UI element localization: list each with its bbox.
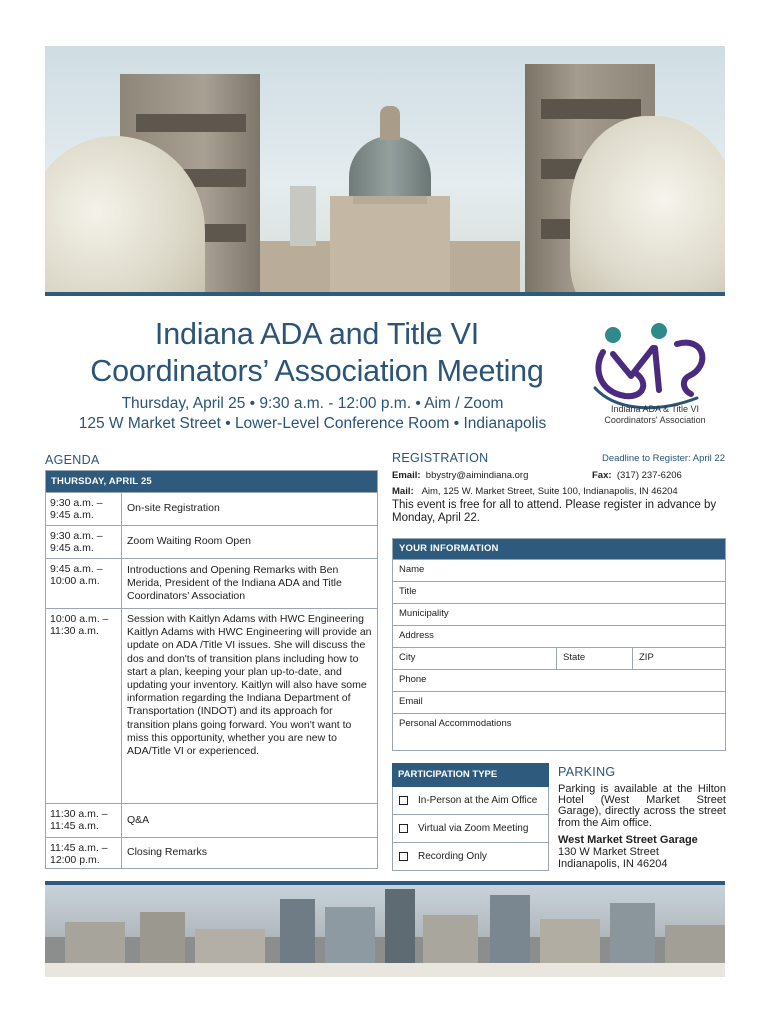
address-field[interactable]: Address [393,625,725,647]
parking-description: Parking is available at the Hilton Hotel (West Market Street Garage), directly across the street from the Aim office. [558,783,726,829]
registration-fax: Fax: (317) 237-6206 [592,470,682,481]
agenda-row [46,803,377,837]
agenda-time: 9:30 a.m. – 9:45 a.m. [46,526,122,558]
phone-field[interactable]: Phone [393,669,725,691]
garage-name: West Market Street Garage [558,834,698,846]
your-information-heading: YOUR INFORMATION [393,539,725,559]
participation-type [392,763,549,871]
event-address: 125 W Market Street • Lower-Level Conference Room • Indianapolis [78,415,547,432]
logo-head-teal-icon [605,327,621,343]
hero-photo-capitol [45,46,725,296]
agenda-description: Kaitlyn Adams with HWC Engineering will provide an update on ADA /Title VI issues. She will discuss the dos and don'ts of transition plans including how to start a plan, keeping your plan up-to-date, and updating your inventory. Kaitlyn will also have some information regarding the Indiana Department of Transportation (INDOT) and its approach for transition plans going forward. You won't want to miss this opportunity, whether you are new to ADA/Title VI or experienced. [127,626,372,758]
city-field[interactable]: City [393,648,557,669]
agenda-row [46,837,377,868]
agenda-time: 11:45 a.m. – 12:00 p.m. [46,838,122,868]
agenda-day: THURSDAY, APRIL 25 [46,471,377,492]
agenda-row [46,558,377,608]
registration-deadline: Deadline to Register: April 22 [601,453,725,464]
logo-caption: Indiana ADA & Title VI Coordinators' Association [604,404,706,425]
title-line-1: Indiana ADA and Title VI [154,317,480,351]
agenda-heading: AGENDA [45,453,100,467]
parking-heading: PARKING [558,765,616,779]
agenda-time: 9:30 a.m. – 9:45 a.m. [46,493,122,525]
your-information-form [392,538,726,751]
zip-field[interactable]: ZIP [639,652,654,663]
email-field[interactable]: Email [393,691,725,713]
agenda-title: On-site Registration [127,502,220,515]
agenda-title: Q&A [127,813,150,826]
agenda-row [46,608,377,803]
agenda-time: 11:30 a.m. – 11:45 a.m. [46,804,122,837]
accommodations-field[interactable]: Personal Accommodations [393,713,725,750]
registration-email: Email: bbystry@aimindiana.org [392,470,529,481]
registration-mail: Mail: Aim, 125 W. Market Street, Suite 100, Indianapolis, IN 46204 [392,486,678,497]
title-field[interactable]: Title [393,581,725,603]
agenda-title: Session with Kaitlyn Adams with HWC Engineering [127,613,364,625]
logo-head-teal-icon [651,323,667,339]
garage-street: 130 W Market Street [558,846,659,858]
agenda-time: 9:45 a.m. – 10:00 a.m. [46,559,122,608]
state-field[interactable]: State [557,648,633,669]
name-field[interactable]: Name [393,559,725,581]
agenda-table [45,470,378,869]
event-date-time-location: Thursday, April 25 • 9:30 a.m. - 12:00 p.m. • Aim / Zoom [121,395,504,412]
garage-city: Indianapolis, IN 46204 [558,858,668,870]
page-title [52,316,582,390]
option-virtual[interactable]: Virtual via Zoom Meeting [392,815,549,843]
skyline-photo [45,881,725,977]
agenda-row [46,492,377,525]
email-link[interactable]: bbystry@aimindiana.org [425,470,529,481]
municipality-field[interactable]: Municipality [393,603,725,625]
registration-heading: REGISTRATION [392,451,489,465]
checkbox-icon[interactable] [399,852,408,861]
option-recording[interactable]: Recording Only [392,843,549,871]
checkbox-icon[interactable] [399,824,408,833]
participation-heading: PARTICIPATION TYPE [392,763,549,787]
option-in-person[interactable]: In-Person at the Aim Office [392,787,549,815]
title-line-2: Coordinators’ Association Meeting [90,354,544,388]
agenda-title: Introductions and Opening Remarks with Ben Merida, President of the Indiana ADA and Title Coordinators’ Association [127,563,342,603]
registration-note: This event is free for all to attend. Please register in advance by Monday, April 22. [392,499,717,524]
agenda-time: 10:00 a.m. – 11:30 a.m. [46,609,122,803]
agenda-title: Zoom Waiting Room Open [127,535,251,548]
agenda-title: Closing Remarks [127,846,207,859]
checkbox-icon[interactable] [399,796,408,805]
agenda-row [46,525,377,558]
